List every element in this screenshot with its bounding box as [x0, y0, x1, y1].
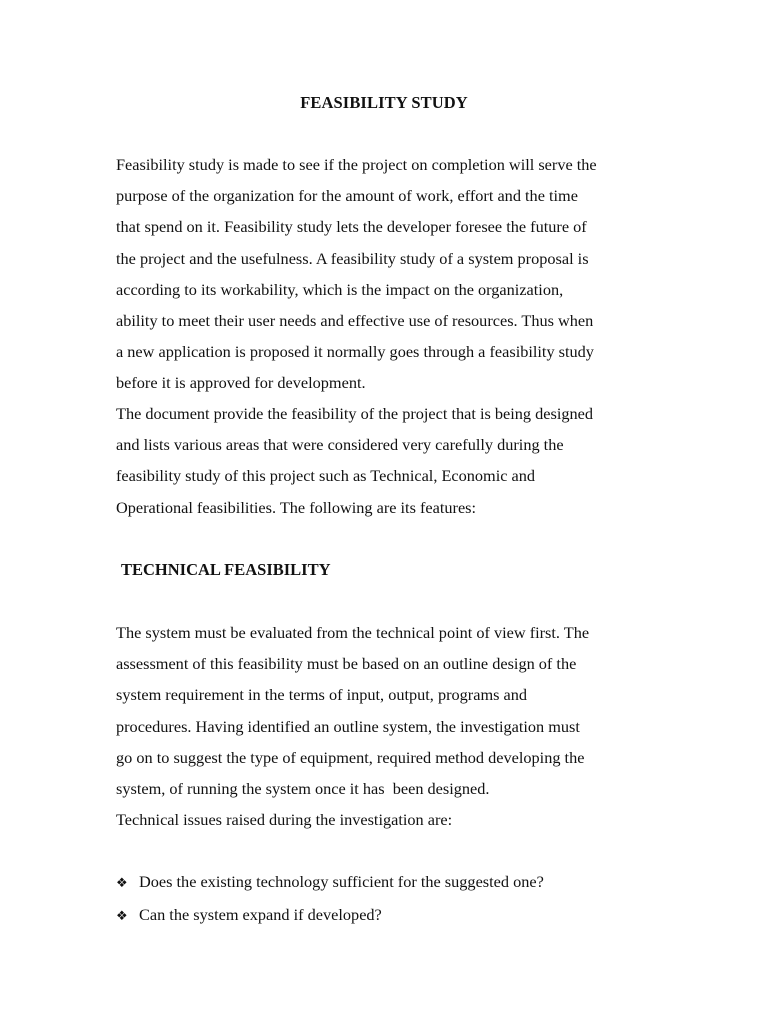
- technical-issues-list: [116, 866, 544, 932]
- list-item: [116, 899, 544, 932]
- list-item-text: Does the existing technology sufficient for the suggested one?: [139, 872, 544, 891]
- overview-paragraph: The document provide the feasibility of the project that is being designed and lists various areas that were considered very carefully during the feasibility study of this project such as Technical, Economic and Operational feasibilities. The following are its features:: [116, 404, 593, 517]
- technical-paragraph: The system must be evaluated from the technical point of view first. The assessment of this feasibility must be based on an outline design of the system requirement in the terms of input, output, programs and procedures. Having identified an outline system, the investigation must go on to suggest the type of equipment, required method developing the system, of running the system once it has been designed.: [116, 623, 590, 799]
- page-title: FEASIBILITY STUDY: [300, 93, 468, 112]
- technical-issues-intro: Technical issues raised during the investigation are:: [116, 810, 453, 829]
- diamond-bullet-icon: ❖: [116, 909, 128, 925]
- list-item: [116, 866, 544, 899]
- diamond-bullet-icon: ❖: [116, 876, 128, 891]
- technical-feasibility-heading: TECHNICAL FEASIBILITY: [121, 560, 331, 579]
- list-item-text: Can the system expand if developed?: [139, 905, 382, 925]
- intro-paragraph: Feasibility study is made to see if the project on completion will serve the purpose of the organization for the amount of work, effort and the time that spend on it. Feasibility study lets the developer foresee the future of the project and the usefulness. A feasibility study of a system proposal is according to its workability, which is the impact on the organization, ability to meet their user needs and effective use of resources. Thus when a new application is proposed it normally goes through a feasibility study before it is approved for development.: [116, 155, 597, 393]
